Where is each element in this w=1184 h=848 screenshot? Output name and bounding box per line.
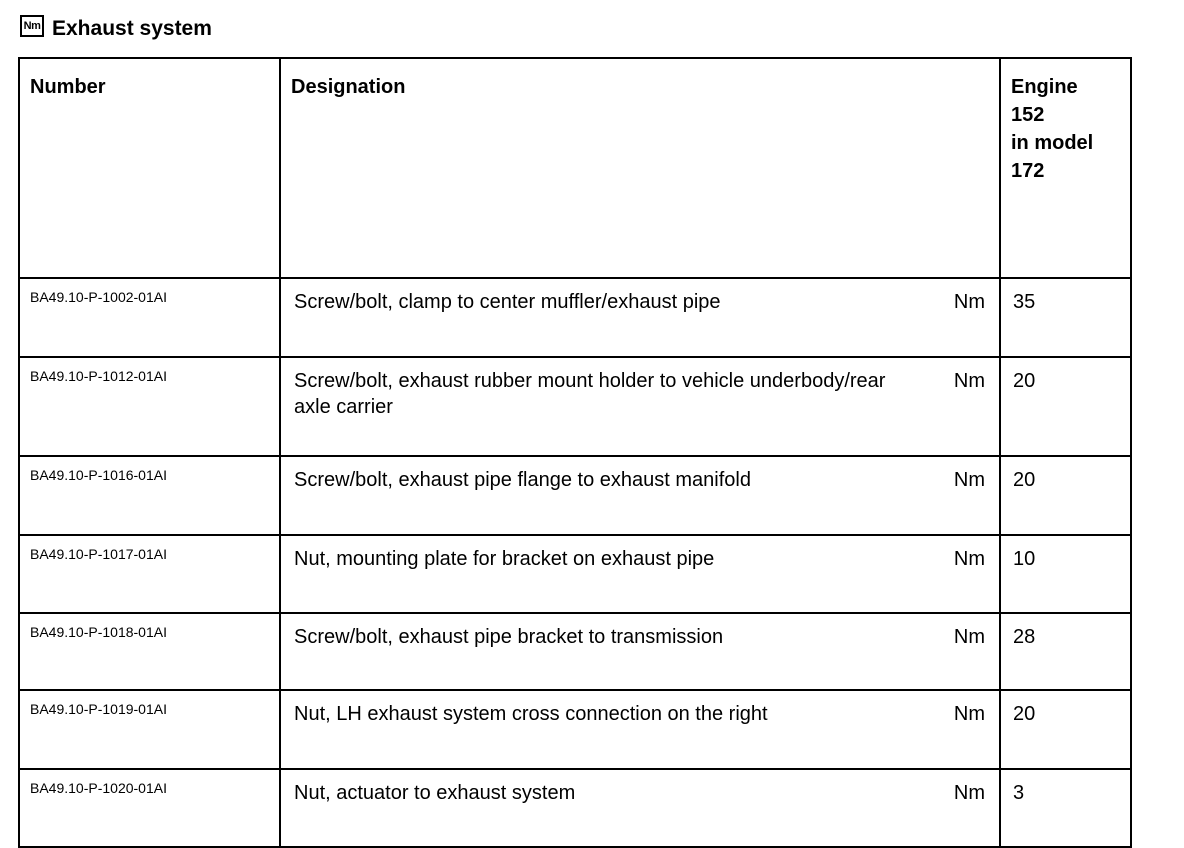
- engine-label: Engine: [1011, 76, 1078, 98]
- torque-value: 3: [1013, 782, 1025, 804]
- torque-nm-icon: Nm: [20, 15, 44, 37]
- torque-table: [18, 57, 1132, 848]
- unit-label: Nm: [953, 291, 985, 313]
- table-header-row: [19, 58, 1131, 278]
- table-row: [19, 456, 1131, 535]
- part-number: BA49.10-P-1017-01AI: [19, 535, 280, 613]
- torque-value: 10: [1013, 548, 1036, 570]
- column-header-number: Number: [19, 58, 280, 278]
- torque-value: 20: [1013, 703, 1036, 725]
- table-row: [19, 278, 1131, 357]
- torque-value: 20: [1013, 469, 1036, 491]
- unit-label: Nm: [953, 703, 985, 725]
- table-row: [19, 690, 1131, 769]
- table-row: [19, 357, 1131, 456]
- unit-label: Nm: [953, 469, 985, 491]
- unit-label: Nm: [953, 370, 985, 392]
- model-label: in model: [1011, 132, 1094, 154]
- designation: Screw/bolt, exhaust pipe bracket to transmission: [294, 626, 724, 648]
- table-row: [19, 613, 1131, 690]
- designation: Screw/bolt, clamp to center muffler/exhaust pipe: [294, 291, 721, 313]
- unit-label: Nm: [953, 626, 985, 648]
- torque-value: 20: [1013, 370, 1036, 392]
- torque-value: 35: [1013, 291, 1036, 313]
- part-number: BA49.10-P-1018-01AI: [19, 613, 280, 690]
- model-number: 172: [1011, 160, 1045, 182]
- column-header-engine: [1000, 58, 1131, 278]
- part-number: BA49.10-P-1002-01AI: [19, 278, 280, 357]
- part-number: BA49.10-P-1012-01AI: [19, 357, 280, 456]
- page-title: Exhaust system: [52, 17, 212, 40]
- designation: Nut, LH exhaust system cross connection on the right: [294, 703, 768, 725]
- designation: Nut, actuator to exhaust system: [294, 782, 576, 804]
- column-header-designation: Designation: [280, 58, 1000, 278]
- table-row: [19, 535, 1131, 613]
- torque-value: 28: [1013, 626, 1036, 648]
- part-number: BA49.10-P-1020-01AI: [19, 769, 280, 847]
- engine-number: 152: [1011, 104, 1045, 126]
- table-row: [19, 769, 1131, 847]
- page-header: [20, 14, 212, 44]
- designation: Screw/bolt, exhaust pipe flange to exhaust manifold: [294, 469, 751, 491]
- unit-label: Nm: [953, 782, 985, 804]
- part-number: BA49.10-P-1019-01AI: [19, 690, 280, 769]
- designation: Screw/bolt, exhaust rubber mount holder to vehicle underbody/rear axle carrier: [294, 370, 886, 418]
- unit-label: Nm: [953, 548, 985, 570]
- part-number: BA49.10-P-1016-01AI: [19, 456, 280, 535]
- designation: Nut, mounting plate for bracket on exhaust pipe: [294, 548, 715, 570]
